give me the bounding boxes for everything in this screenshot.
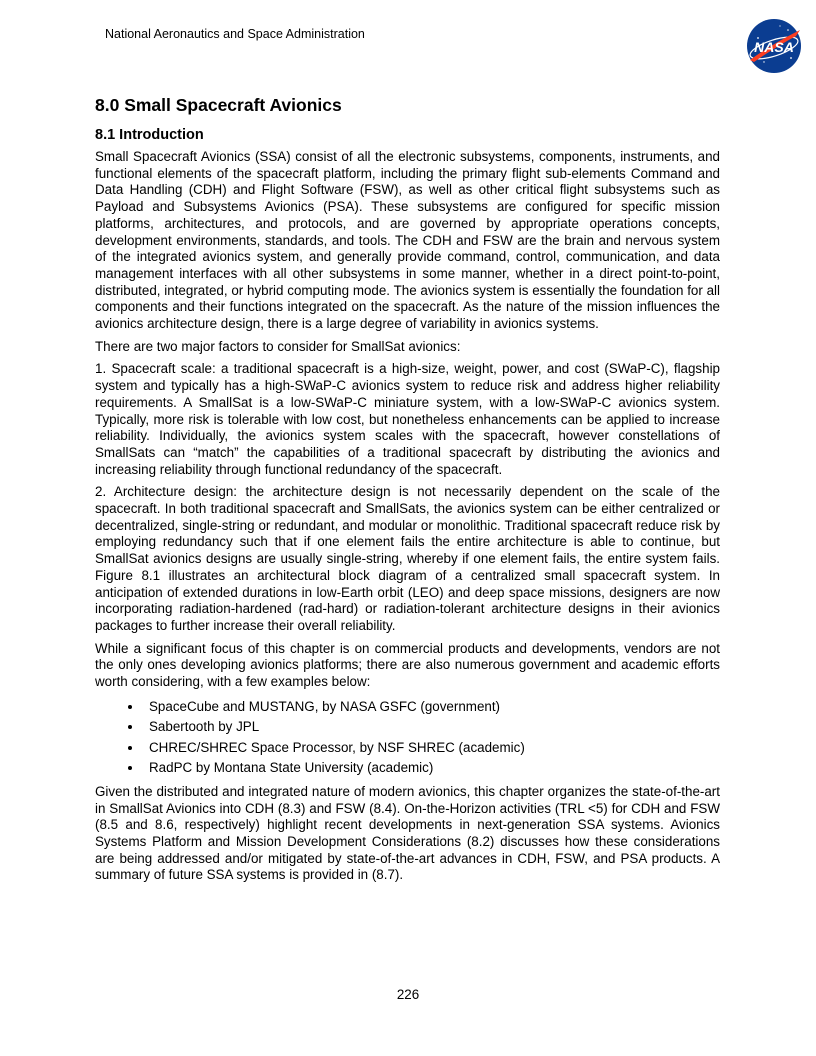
factors-intro-paragraph: There are two major factors to consider for SmallSat avionics: bbox=[95, 338, 461, 354]
list-item: • RadPC by Montana State University (academic) bbox=[143, 758, 720, 779]
examples-list bbox=[95, 697, 720, 779]
architecture-design-paragraph: 2. Architecture design: the architecture design is not necessarily dependent on the scale of the spacecraft. In both traditional spacecraft and SmallSats, the avionics system can be either centralized or decentralized, single-string or redundant, and modular or monolithic. Traditional spacecraft reduce risk by employing redundancy such that if one element fails the entire architecture is able to continue, but SmallSat avionics designs are usually single-string, whereby if one element fails, the entire system fails. Figure 8.1 illustrates an architectural block diagram of a centralized small spacecraft system. In anticipation of extended durations in low-Earth orbit (LEO) and deep space missions, designers are now incorporating radiation-hardened (rad-hard) or radiation-tolerant architecture designs in their avionics packages to further increase their overall reliability. bbox=[95, 484, 720, 633]
list-item: • CHREC/SHREC Space Processor, by NSF SHREC (academic) bbox=[143, 738, 720, 759]
section-title: 8.0 Small Spacecraft Avionics bbox=[95, 95, 342, 115]
closing-paragraph: Given the distributed and integrated nature of modern avionics, this chapter organizes the state-of-the-art in SmallSat Avionics into CDH (8.3) and FSW (8.4). On-the-Horizon activities (TRL <5) for CDH and FSW (8.5 and 8.6, respectively) highlight recent developments in next-generation SSA systems. Avionics Systems Platform and Mission Development Considerations (8.2) discusses how these considerations are being addressed and/or mitigated by state-of-the-art advances in CDH, FSW, and PSA products. A summary of future SSA systems is provided in (8.7). bbox=[95, 783, 720, 883]
page-number: 226 bbox=[396, 987, 420, 1002]
efforts-paragraph: While a significant focus of this chapter is on commercial products and developments, vendors are not the only ones developing avionics platforms; there are also numerous government and academic efforts worth considering, with a few examples below: bbox=[95, 640, 720, 690]
list-item: • Sabertooth by JPL bbox=[143, 717, 720, 738]
header-organization: National Aeronautics and Space Administration bbox=[105, 27, 365, 41]
page-content bbox=[95, 94, 720, 890]
list-item: • SpaceCube and MUSTANG, by NASA GSFC (government) bbox=[143, 697, 720, 718]
spacecraft-scale-paragraph: 1. Spacecraft scale: a traditional spacecraft is a high-size, weight, power, and cost (SWaP-C), flagship system and typically has a high-SWaP-C avionics system to reduce risk and address higher reliability requirements. A SmallSat is a low-SWaP-C miniature system, with a low-SWaP-C avionics system. Typically, more risk is tolerable with low cost, but nonetheless enhancements can be applied to increase reliability. Individually, the avionics system scales with the spacecraft, however constellations of SmallSats can “match” the capabilities of a traditional spacecraft by distributing the avionics and increasing reliability through functional redundancy of the spacecraft. bbox=[95, 361, 720, 477]
nasa-logo-icon bbox=[744, 18, 804, 74]
intro-paragraph: Small Spacecraft Avionics (SSA) consist of all the electronic subsystems, components, instruments, and functional elements of the spacecraft platform, including the primary flight sub-elements Command and Data Handling (CDH) and Flight Software (FSW), as well as other critical flight subsystems such as Payload and Subsystems Avionics (PSA). These subsystems are configured for specific mission platforms, architectures, and protocols, and are governed by appropriate operations concepts, development environments, standards, and tools. The CDH and FSW are the brain and nervous system of the integrated avionics system, and generally provide command, control, communication, and data management interfaces with all other subsystems in some manner, whether in a direct point-to-point, distributed, integrated, or hybrid computing mode. The avionics system is essentially the foundation for all components and their functions integrated on the spacecraft. As the nature of the mission influences the avionics architecture design, there is a large degree of variability in avionics systems. bbox=[95, 149, 720, 332]
nasa-logo-text: NASA bbox=[754, 39, 794, 55]
subsection-title: 8.1 Introduction bbox=[95, 127, 204, 143]
